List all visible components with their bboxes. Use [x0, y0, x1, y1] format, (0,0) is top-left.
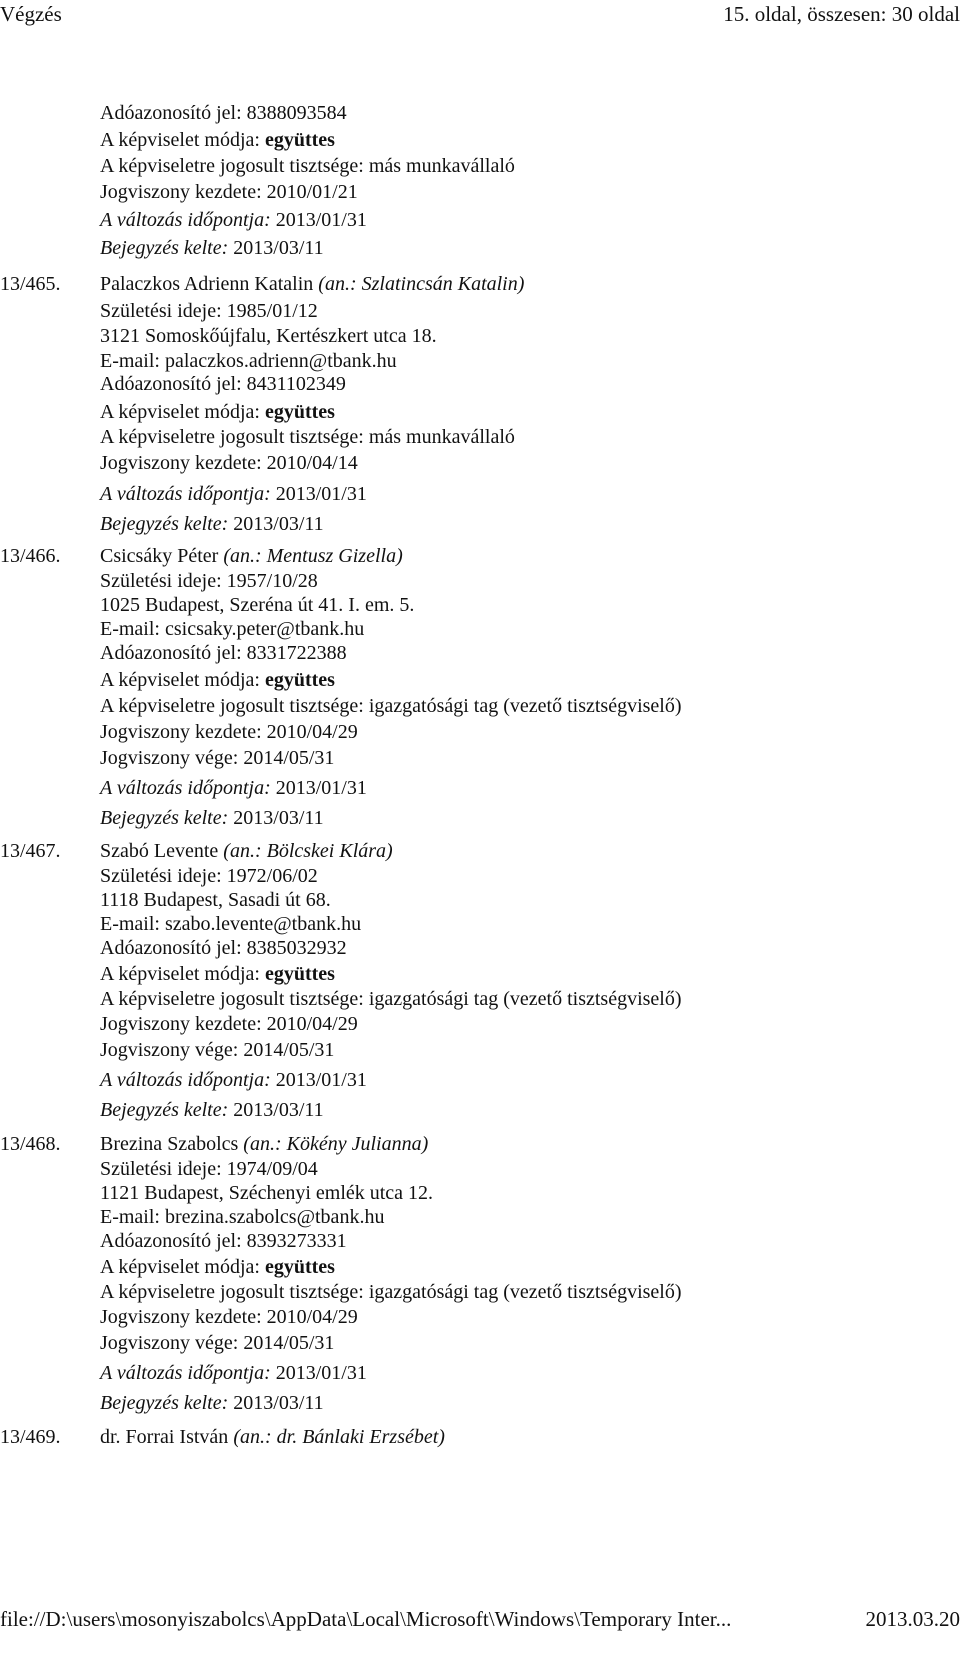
birth-line: Születési ideje: 1972/06/02 — [100, 865, 318, 887]
email-line: E-mail: palaczkos.adrienn@tbank.hu — [100, 350, 397, 372]
person-name-line: Brezina Szabolcs (an.: Kökény Julianna) — [100, 1133, 429, 1155]
birth-line: Születési ideje: 1974/09/04 — [100, 1158, 318, 1180]
position-line: A képviseletre jogosult tisztsége: más munkavállaló — [100, 155, 515, 177]
entry-line: Bejegyzés kelte: 2013/03/11 — [100, 237, 324, 259]
rep-mode-line: A képviselet módja: együttes — [100, 669, 335, 691]
tax-id-line: Adóazonosító jel: 8431102349 — [100, 373, 346, 395]
tax-id-line: Adóazonosító jel: 8393273331 — [100, 1230, 347, 1252]
end-line: Jogviszony vége: 2014/05/31 — [100, 1039, 335, 1061]
start-line: Jogviszony kezdete: 2010/04/29 — [100, 1306, 358, 1328]
tax-id-line: Adóazonosító jel: 8385032932 — [100, 937, 347, 959]
change-line: A változás időpontja: 2013/01/31 — [100, 1362, 367, 1384]
email-line: E-mail: csicsaky.peter@tbank.hu — [100, 618, 365, 640]
address-line: 1025 Budapest, Szeréna út 41. I. em. 5. — [100, 594, 415, 616]
entry-line: Bejegyzés kelte: 2013/03/11 — [100, 1392, 324, 1414]
start-line: Jogviszony kezdete: 2010/04/29 — [100, 1013, 358, 1035]
email-line: E-mail: brezina.szabolcs@tbank.hu — [100, 1206, 385, 1228]
entry-number: 13/468. — [0, 1133, 61, 1155]
header-page-number: 15. oldal, összesen: 30 oldal — [723, 2, 960, 26]
end-line: Jogviszony vége: 2014/05/31 — [100, 1332, 335, 1354]
footer-file-path: file://D:\users\mosonyiszabolcs\AppData\Local\Microsoft\Windows\Temporary Inter... — [0, 1607, 732, 1631]
address-line: 1118 Budapest, Sasadi út 68. — [100, 889, 331, 911]
rep-mode-line: A képviselet módja: együttes — [100, 401, 335, 423]
rep-mode-line: A képviselet módja: együttes — [100, 963, 335, 985]
entry-number: 13/466. — [0, 545, 61, 567]
position-line: A képviseletre jogosult tisztsége: igazgatósági tag (vezető tisztségviselő) — [100, 988, 682, 1010]
entry-number: 13/465. — [0, 273, 61, 295]
end-line: Jogviszony vége: 2014/05/31 — [100, 747, 335, 769]
change-line: A változás időpontja: 2013/01/31 — [100, 209, 367, 231]
person-name-line: Csicsáky Péter (an.: Mentusz Gizella) — [100, 545, 403, 567]
start-line: Jogviszony kezdete: 2010/04/29 — [100, 721, 358, 743]
change-line: A változás időpontja: 2013/01/31 — [100, 483, 367, 505]
address-line: 3121 Somoskőújfalu, Kertészkert utca 18. — [100, 325, 437, 347]
entry-line: Bejegyzés kelte: 2013/03/11 — [100, 513, 324, 535]
email-line: E-mail: szabo.levente@tbank.hu — [100, 913, 362, 935]
start-line: Jogviszony kezdete: 2010/01/21 — [100, 181, 358, 203]
rep-mode-line: A képviselet módja: együttes — [100, 1256, 335, 1278]
footer-date: 2013.03.20 — [865, 1607, 960, 1631]
change-line: A változás időpontja: 2013/01/31 — [100, 777, 367, 799]
tax-id-line: Adóazonosító jel: 8331722388 — [100, 642, 347, 664]
person-name-line: dr. Forrai István (an.: dr. Bánlaki Erzsébet) — [100, 1426, 445, 1448]
header-title: Végzés — [0, 2, 62, 26]
birth-line: Születési ideje: 1985/01/12 — [100, 300, 318, 322]
change-line: A változás időpontja: 2013/01/31 — [100, 1069, 367, 1091]
tax-id-line: Adóazonosító jel: 8388093584 — [100, 102, 347, 124]
position-line: A képviseletre jogosult tisztsége: igazgatósági tag (vezető tisztségviselő) — [100, 695, 682, 717]
rep-mode-line: A képviselet módja: együttes — [100, 129, 335, 151]
entry-line: Bejegyzés kelte: 2013/03/11 — [100, 807, 324, 829]
address-line: 1121 Budapest, Széchenyi emlék utca 12. — [100, 1182, 434, 1204]
start-line: Jogviszony kezdete: 2010/04/14 — [100, 452, 358, 474]
position-line: A képviseletre jogosult tisztsége: más munkavállaló — [100, 426, 515, 448]
person-name-line: Palaczkos Adrienn Katalin (an.: Szlatincsán Katalin) — [100, 273, 525, 295]
position-line: A képviseletre jogosult tisztsége: igazgatósági tag (vezető tisztségviselő) — [100, 1281, 682, 1303]
birth-line: Születési ideje: 1957/10/28 — [100, 570, 318, 592]
entry-number: 13/469. — [0, 1426, 61, 1448]
entry-line: Bejegyzés kelte: 2013/03/11 — [100, 1099, 324, 1121]
person-name-line: Szabó Levente (an.: Bölcskei Klára) — [100, 840, 393, 862]
entry-number: 13/467. — [0, 840, 61, 862]
